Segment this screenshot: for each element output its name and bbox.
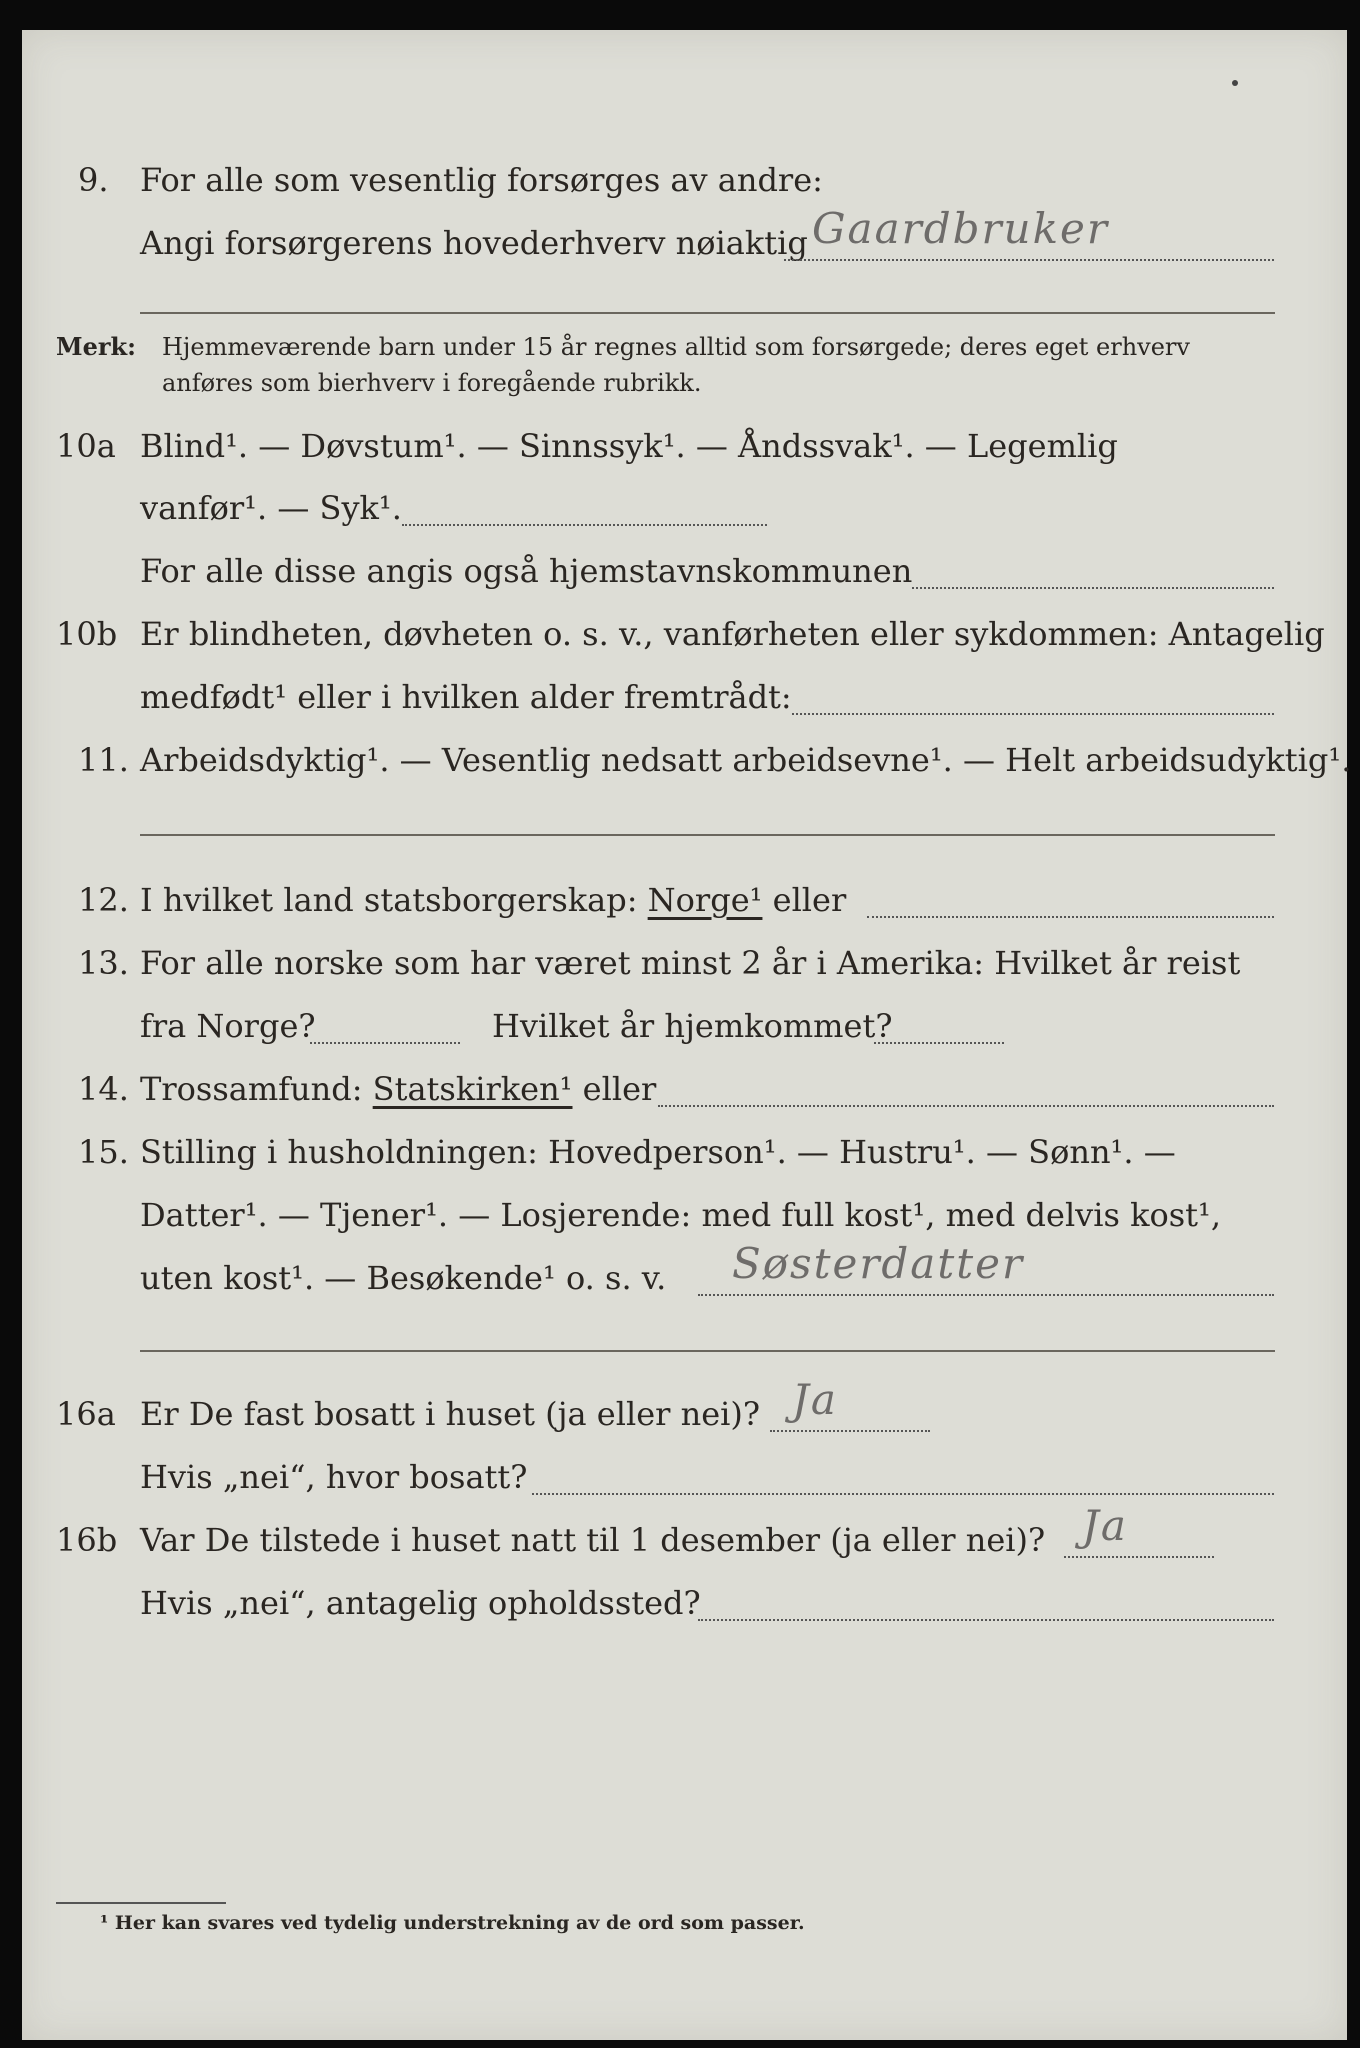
q10a-number: 10a: [56, 427, 116, 465]
q16a-line1: [22, 1375, 1347, 1442]
q16b-text2: Hvis „nei“, antagelig opholdssted?: [140, 1584, 701, 1622]
q16a-line2: [22, 1449, 1347, 1505]
q10b-number: 10b: [56, 615, 118, 653]
q16b-place-field[interactable]: [698, 1619, 1274, 1621]
q10b-text1: Er blindheten, døvheten o. s. v., vanførheten eller sykdommen: Antagelig: [140, 615, 1325, 653]
q13-year-returned-field[interactable]: [874, 1042, 1004, 1044]
q10a-line2: [22, 480, 1347, 536]
q15-text3: uten kost¹. — Besøkende¹ o. s. v.: [140, 1259, 667, 1297]
q11-line1: [22, 732, 1352, 788]
q12-suffix: eller: [772, 881, 847, 919]
q15-line1: [22, 1124, 1347, 1180]
q16b-text1: Var De tilstede i huset natt til 1 desember (ja eller nei)?: [140, 1521, 1046, 1559]
q15-handwritten-answer: Søsterdatter: [732, 1239, 1025, 1288]
q14-faith-field[interactable]: [658, 1105, 1274, 1107]
q14-number: 14.: [78, 1070, 129, 1108]
q12-prefix: I hvilket land statsborgerskap:: [140, 881, 638, 919]
q16b-line2: [22, 1575, 1347, 1631]
q10a-text2: vanfør¹. — Syk¹.: [140, 489, 402, 527]
q16a-text2: Hvis „nei“, hvor bosatt?: [140, 1458, 528, 1496]
q9-line1: [22, 152, 1347, 208]
q10b-age-field[interactable]: [792, 713, 1274, 715]
q15-line2: [22, 1187, 1347, 1243]
q9-text1: For alle som vesentlig forsørges av andre:: [140, 161, 823, 199]
q10a-line1: [22, 418, 1347, 474]
q12-underlined-answer[interactable]: Norge¹: [647, 881, 763, 919]
merk-text1: Hjemmeværende barn under 15 år regnes alltid som forsørgede; deres eget erhverv: [162, 333, 1190, 361]
q14-text: [140, 1061, 656, 1117]
q14-prefix: Trossamfund:: [140, 1070, 363, 1108]
q12-line1: [22, 872, 1347, 928]
q10b-text2: medfødt¹ eller i hvilken alder fremtrådt:: [140, 678, 792, 716]
q15-text2: Datter¹. — Tjener¹. — Losjerende: med full kost¹, med delvis kost¹,: [140, 1196, 1222, 1234]
merk-text2: anføres som bierhverv i foregående rubrikk.: [162, 369, 702, 397]
q13-line1: [22, 935, 1347, 991]
q16a-where-field[interactable]: [532, 1493, 1274, 1495]
q9-handwritten-answer: Gaardbruker: [812, 204, 1109, 253]
q13-number: 13.: [78, 944, 129, 982]
q14-line1: [22, 1061, 1347, 1117]
q10a-home-municipality-field[interactable]: [912, 587, 1274, 589]
q10b-line1: [22, 606, 1347, 662]
q15-extra-line: [140, 1350, 1275, 1352]
q11-text1: Arbeidsdyktig¹. — Vesentlig nedsatt arbeidsevne¹. — Helt arbeidsudyktig¹.: [140, 741, 1352, 779]
q12-text: [140, 872, 846, 928]
q13-text2a: fra Norge?: [140, 1007, 316, 1045]
q16b-line1: [22, 1501, 1347, 1568]
q12-number: 12.: [78, 881, 129, 919]
merk-label: Merk:: [56, 332, 136, 361]
q16a-number: 16a: [56, 1395, 116, 1433]
q10b-line2: [22, 669, 1347, 725]
q15-text1: Stilling i husholdningen: Hovedperson¹. — Hustru¹. — Sønn¹. —: [140, 1133, 1176, 1171]
q9-extra-line: [140, 312, 1275, 314]
q10a-text1: Blind¹. — Døvstum¹. — Sinnssyk¹. — Åndssvak¹. — Legemlig: [140, 427, 1118, 465]
q10a-line3: [22, 543, 1347, 599]
q16b-handwritten-answer: Ja: [1082, 1501, 1128, 1550]
q16a-text1: Er De fast bosatt i huset (ja eller nei)?: [140, 1395, 761, 1433]
q9-line2: [22, 204, 1347, 271]
q15-number: 15.: [78, 1133, 129, 1171]
q14-underlined-answer[interactable]: Statskirken¹: [372, 1070, 573, 1108]
census-form-page: [22, 30, 1352, 2040]
q11-extra-line: [140, 834, 1275, 836]
footnote: ¹ Her kan svares ved tydelig understrekning av de ord som passer.: [100, 1912, 805, 1934]
q16b-number: 16b: [56, 1521, 118, 1559]
q10a-sick-field[interactable]: [402, 524, 767, 526]
q9-number: 9.: [78, 161, 109, 199]
q11-number: 11.: [78, 741, 129, 779]
q9-text2: Angi forsørgerens hovederhverv nøiaktig: [140, 224, 808, 262]
paper-mark: [1232, 80, 1238, 86]
q13-text1: For alle norske som har været minst 2 år i Amerika: Hvilket år reist: [140, 944, 1241, 982]
footnote-rule: [56, 1902, 226, 1904]
q15-position-field[interactable]: [698, 1294, 1274, 1296]
q13-year-left-field[interactable]: [310, 1042, 460, 1044]
q15-line3: [22, 1239, 1347, 1306]
q12-country-field[interactable]: [867, 916, 1274, 918]
q9-answer-field[interactable]: [784, 259, 1274, 261]
merk-note: [22, 330, 1347, 406]
q10a-text3: For alle disse angis også hjemstavnskommunen: [140, 552, 913, 590]
q14-suffix: eller: [582, 1070, 657, 1108]
q13-text2b: Hvilket år hjemkommet?: [492, 1007, 893, 1045]
q16a-handwritten-answer: Ja: [792, 1375, 838, 1424]
q13-line2: [22, 998, 1347, 1054]
q16a-answer-field[interactable]: [770, 1430, 930, 1432]
q16b-answer-field[interactable]: [1064, 1556, 1214, 1558]
